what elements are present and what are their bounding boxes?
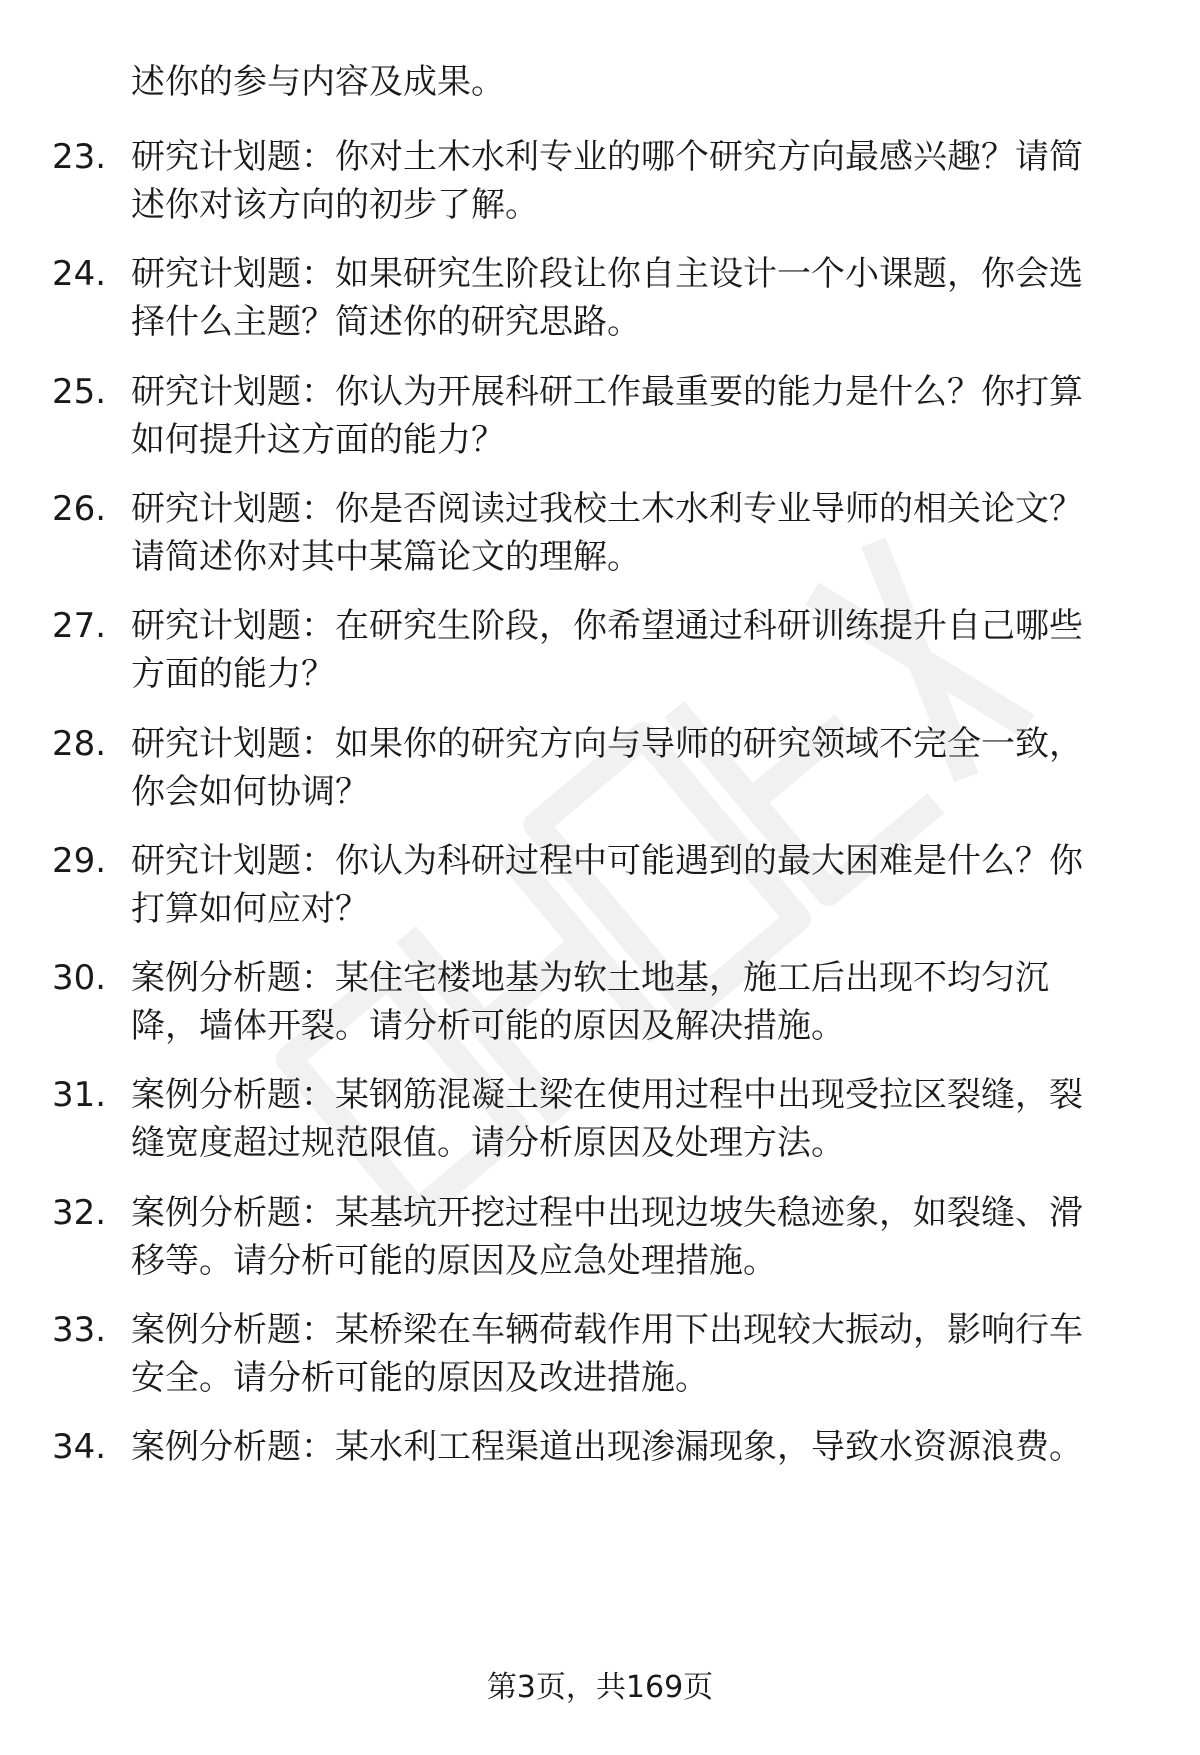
question-number: 29.: [52, 841, 107, 881]
question-number: 34.: [52, 1427, 107, 1467]
question-text-line: 降，墙体开裂。请分析可能的原因及解决措施。: [131, 1006, 845, 1046]
question-item: [0, 954, 1200, 1064]
question-number: 28.: [52, 724, 107, 764]
question-text: [131, 720, 1141, 816]
question-text-line: 研究计划题：你认为开展科研工作最重要的能力是什么？你打算: [131, 372, 1083, 412]
question-number: 33.: [52, 1310, 107, 1350]
question-text: [131, 1306, 1141, 1402]
question-text-line: 案例分析题：某桥梁在车辆荷载作用下出现较大振动，影响行车: [131, 1310, 1083, 1350]
question-number: 30.: [52, 958, 107, 998]
question-number: 25.: [52, 372, 107, 412]
question-item: [0, 368, 1200, 478]
question-text-line: 述你对该方向的初步了解。: [131, 185, 539, 225]
question-item: [0, 133, 1200, 243]
question-text-line: 择什么主题？简述你的研究思路。: [131, 302, 641, 342]
question-text-line: 案例分析题：某水利工程渠道出现渗漏现象，导致水资源浪费。: [131, 1427, 1083, 1467]
question-item: [0, 837, 1200, 947]
question-text: [131, 250, 1141, 346]
question-number: 31.: [52, 1075, 107, 1115]
question-number: 23.: [52, 137, 107, 177]
question-text: [131, 485, 1141, 581]
question-text-line: 研究计划题：如果你的研究方向与导师的研究领域不完全一致，: [131, 724, 1083, 764]
page-footer: 第3页，共169页: [486, 1670, 714, 1705]
question-item: [0, 1306, 1200, 1416]
question-text-line: 研究计划题：你认为科研过程中可能遇到的最大困难是什么？你: [131, 841, 1083, 881]
question-text: [131, 837, 1141, 933]
question-text: [131, 368, 1141, 464]
question-text-line: 案例分析题：某钢筋混凝土梁在使用过程中出现受拉区裂缝，裂: [131, 1075, 1083, 1115]
question-text: [131, 954, 1141, 1050]
question-text-line: 方面的能力？: [131, 654, 335, 694]
question-item: [0, 485, 1200, 595]
question-item: [0, 720, 1200, 830]
question-text-line: 缝宽度超过规范限值。请分析原因及处理方法。: [131, 1123, 845, 1163]
question-text-line: 请简述你对其中某篇论文的理解。: [131, 537, 641, 577]
question-item: [0, 1189, 1200, 1299]
question-text: [131, 133, 1141, 229]
question-text-line: 研究计划题：你是否阅读过我校土木水利专业导师的相关论文？: [131, 489, 1083, 529]
question-text-line: 研究计划题：你对土木水利专业的哪个研究方向最感兴趣？请简: [131, 137, 1083, 177]
question-item: [0, 1423, 1200, 1533]
question-text-line: 如何提升这方面的能力？: [131, 420, 505, 460]
question-item: [0, 1071, 1200, 1181]
question-text-line: 安全。请分析可能的原因及改进措施。: [131, 1358, 709, 1398]
question-number: 24.: [52, 254, 107, 294]
question-number: 27.: [52, 606, 107, 646]
question-text-line: 研究计划题：在研究生阶段，你希望通过科研训练提升自己哪些: [131, 606, 1083, 646]
question-number: 32.: [52, 1193, 107, 1233]
question-item: [0, 250, 1200, 360]
question-text: [131, 1189, 1141, 1285]
continued-question-text: 述你的参与内容及成果。: [131, 62, 505, 102]
question-text-line: 研究计划题：如果研究生阶段让你自主设计一个小课题，你会选: [131, 254, 1083, 294]
question-text-line: 案例分析题：某住宅楼地基为软土地基，施工后出现不均匀沉: [131, 958, 1049, 998]
question-text-line: 移等。请分析可能的原因及应急处理措施。: [131, 1241, 777, 1281]
question-text-line: 打算如何应对？: [131, 889, 369, 929]
question-text: [131, 602, 1141, 698]
question-text: [131, 1423, 1141, 1471]
question-item: [0, 602, 1200, 712]
question-text: [131, 1071, 1141, 1167]
question-text-line: 你会如何协调？: [131, 772, 369, 812]
question-text-line: 案例分析题：某基坑开挖过程中出现边坡失稳迹象，如裂缝、滑: [131, 1193, 1083, 1233]
question-number: 26.: [52, 489, 107, 529]
